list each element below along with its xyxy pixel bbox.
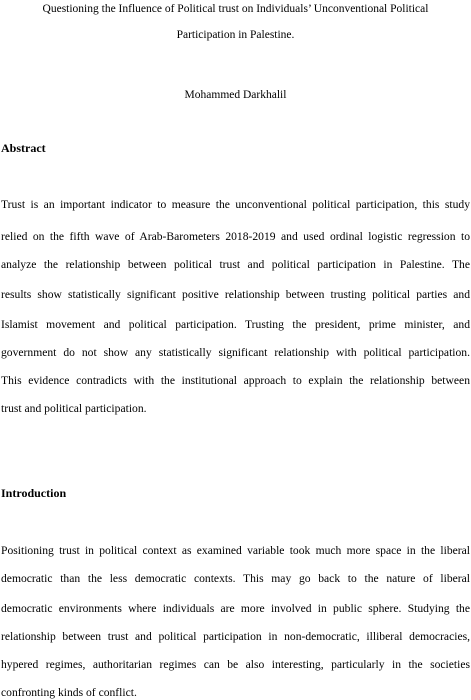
abstract-line: Trust is an important indicator to measure the unconventional political participation, this study bbox=[1, 198, 470, 211]
paper-title-line-2: Participation in Palestine. bbox=[176, 29, 295, 41]
introduction-line: hypered regimes, authoritarian regimes can be also interesting, particularly in the societies bbox=[1, 658, 470, 671]
abstract-line: trust and political participation. bbox=[1, 402, 147, 415]
introduction-line: democratic than the less democratic contexts. This may go back to the nature of liberal bbox=[1, 572, 470, 585]
abstract-line: government do not show any statistically significant relationship with political participation. bbox=[1, 346, 470, 359]
introduction-line: Positioning trust in political context as examined variable took much more space in the liberal bbox=[1, 544, 470, 557]
abstract-line: Islamist movement and political participation. Trusting the president, prime minister, and bbox=[1, 318, 470, 331]
abstract-line: This evidence contradicts with the institutional approach to explain the relationship between bbox=[1, 374, 470, 387]
abstract-heading: Abstract bbox=[1, 141, 46, 155]
author-name: Mohammed Darkhalil bbox=[184, 89, 287, 101]
introduction-line: democratic environments where individuals are more involved in public sphere. Studying the bbox=[1, 602, 470, 615]
abstract-line: results show statistically significant positive relationship between trusting political parties and bbox=[1, 288, 470, 301]
introduction-line: confronting kinds of conflict. bbox=[1, 686, 137, 699]
abstract-line: analyze the relationship between political trust and political participation in Palestine. The bbox=[1, 258, 470, 271]
abstract-line: relied on the fifth wave of Arab-Barometers 2018-2019 and used ordinal logistic regression to bbox=[1, 230, 470, 243]
introduction-heading: Introduction bbox=[1, 486, 67, 500]
paper-title-line-1: Questioning the Influence of Political trust on Individuals’ Unconventional Political bbox=[42, 3, 429, 15]
introduction-line: relationship between trust and political participation in non-democratic, illiberal democracies, bbox=[1, 630, 470, 643]
